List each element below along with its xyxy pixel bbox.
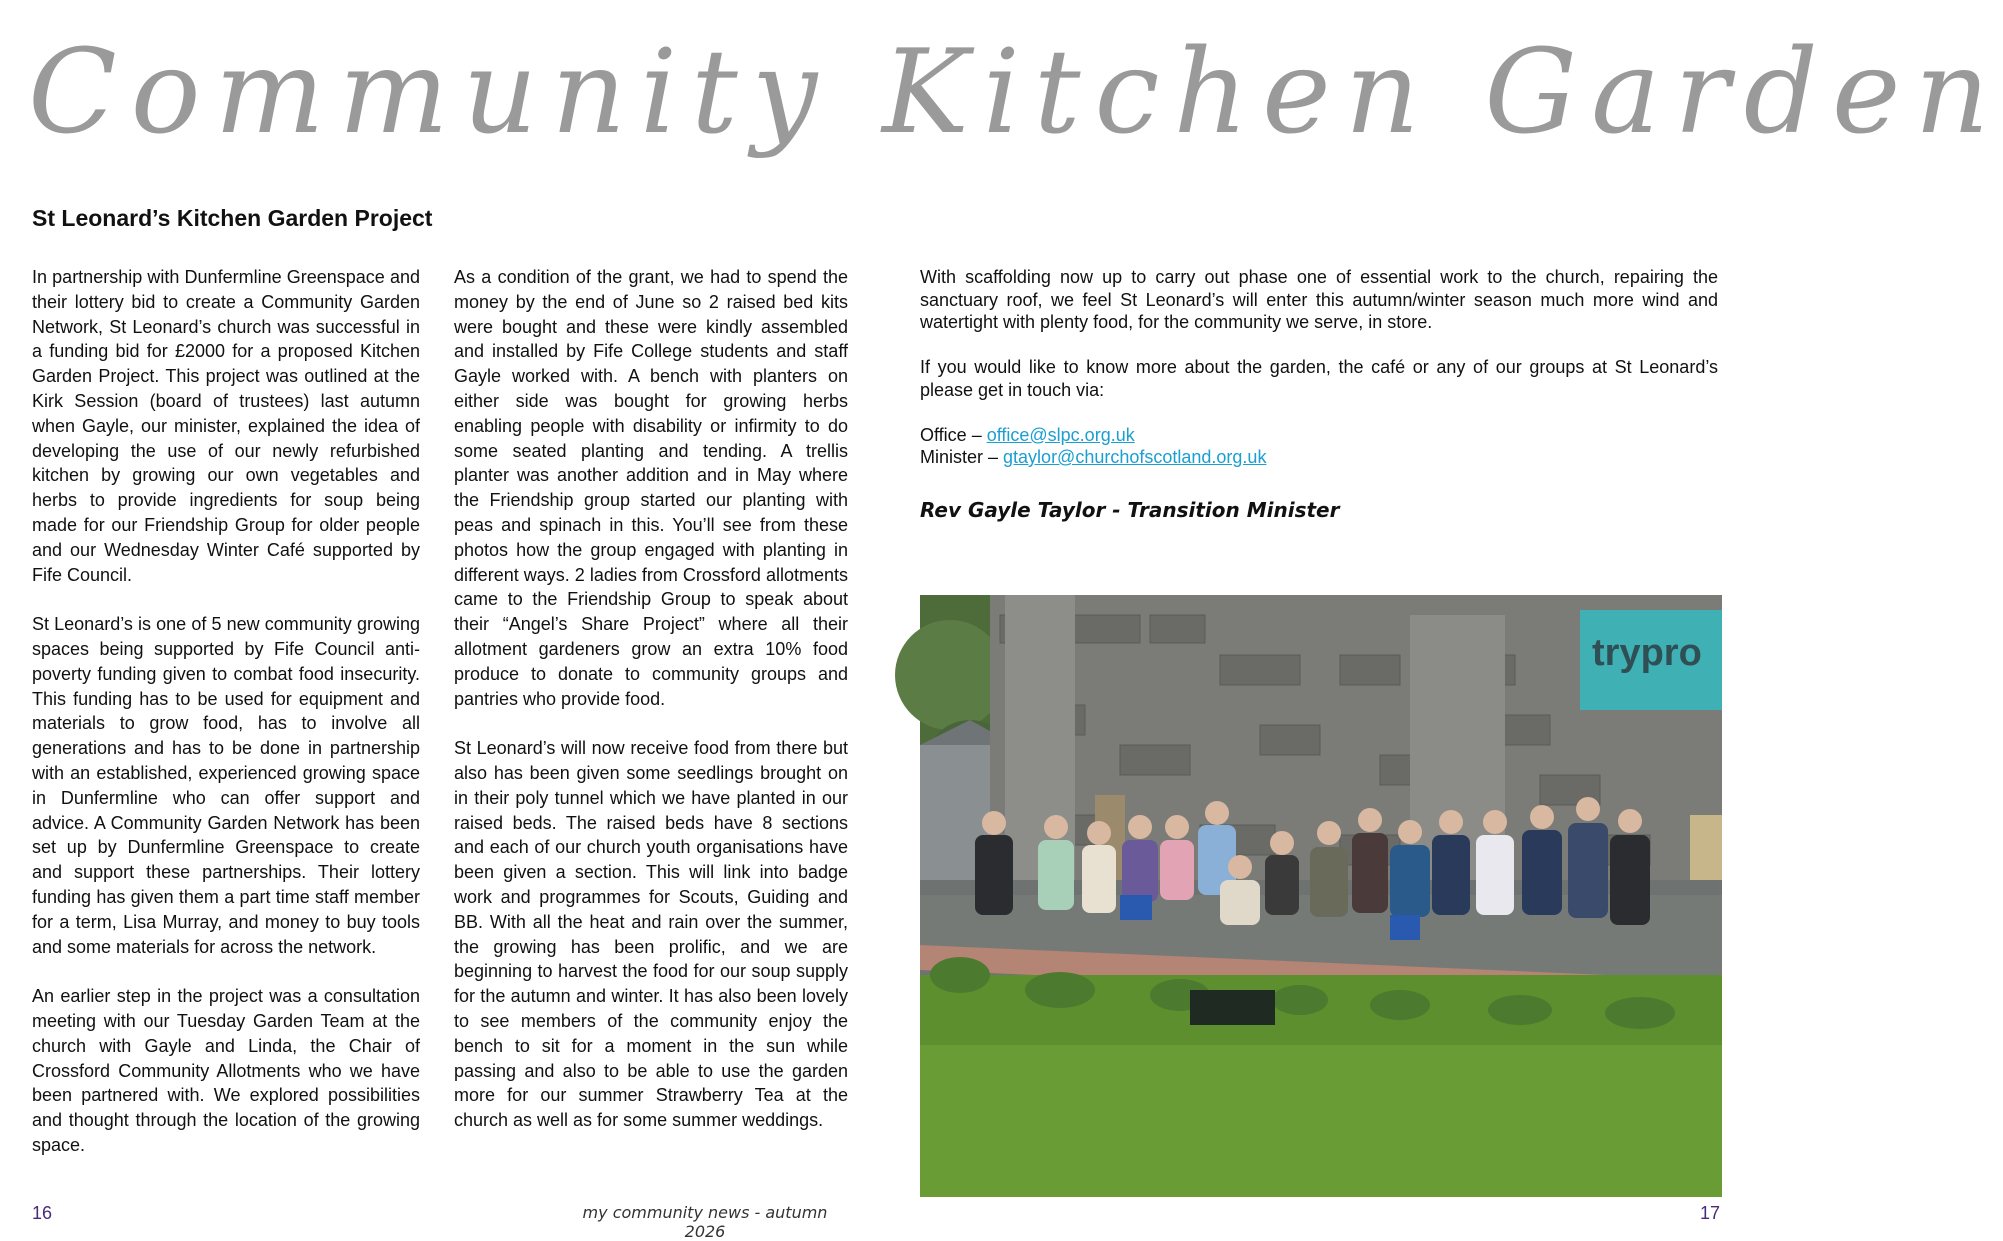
paragraph: As a condition of the grant, we had to spend the money by the end of June so 2 raised bed kits were bought and these were kindly assembled and installed by Fife College students and staff Gayle worked with. A bench with planters on either side was bought for growing herbs enabling people with disability or infirmity to do some seated planting and tending. A trellis planter was another addition and in May where the Friendship group started our planting with peas and spinach in this. You’ll see from these photos how the group engaged with planting in different ways. 2 ladies from Crossford allotments came to the Friendship Group to speak about their “Angel’s Share Project” where all their allotment gardeners grow an extra 10% food produce to donate to community groups and pantries who provide food.	[454, 267, 848, 709]
paragraph: In partnership with Dunfermline Greenspace and their lottery bid to create a Community Garden Network, St Leonard’s church was successful in a funding bid for £2000 for a proposed Kitchen Garden Project. This project was outlined at the Kirk Session (board of trustees) last autumn when Gayle, our minister, explained the idea of developing the use of our newly refurbished kitchen by growing our own vegetables and herbs to provide ingredients for soup being made for our Friendship Group for older people and our Wednesday Winter Café supported by Fife Council.	[32, 267, 420, 585]
article-column-2	[454, 265, 848, 1158]
paragraph: If you would like to know more about the garden, the café or any of our groups at St Leonard’s please get in touch via:	[920, 357, 1718, 400]
article-subheading: St Leonard’s Kitchen Garden Project	[32, 205, 433, 231]
minister-label: Minister –	[920, 447, 1004, 467]
office-contact	[920, 424, 1718, 447]
paragraph: St Leonard’s is one of 5 new community growing spaces being supported by Fife Council anti-poverty funding given to combat food insecurity. This funding has to be used for equipment and materials to grow food, has to involve all generations and has to be done in partnership with an established, experienced growing space in Dunfermline who can offer support and advice. A Community Garden Network has been set up by Dunfermline Greenspace to create and support these partnerships. Their lottery funding has given them a part time staff member for a term, Lisa Murray, and money to buy tools and some materials for across the network.	[32, 614, 420, 957]
footer-publication: my community news - autumn 2026	[582, 1203, 828, 1241]
page-number-right: 17	[1699, 1203, 1720, 1223]
page-number-left: 16	[32, 1203, 53, 1223]
group-photo	[920, 595, 1722, 1197]
signature: Rev Gayle Taylor - Transition Minister	[920, 498, 1340, 522]
office-label: Office –	[920, 424, 987, 445]
article-column-1	[32, 265, 420, 1182]
banner-text: trypro	[1592, 632, 1702, 674]
minister-email-link[interactable]: gtaylor@churchofscotland.org.uk	[1003, 447, 1267, 467]
paragraph: With scaffolding now up to carry out phase one of essential work to the church, repairing the sanctuary roof, we feel St Leonard’s will enter this autumn/winter season much more wind and watertight with plenty food, for the community we serve, in store.	[920, 267, 1718, 332]
paragraph: An earlier step in the project was a consultation meeting with our Tuesday Garden Team at the church with Gayle and Linda, the Chair of Crossford Community Allotments who we have been partnered with. We explored possibilities and thought through the location of the growing space.	[32, 986, 420, 1155]
article-column-3	[920, 266, 1718, 469]
office-email-link[interactable]: office@slpc.org.uk	[986, 424, 1135, 445]
minister-contact	[920, 446, 1718, 469]
paragraph: St Leonard’s will now receive food from there but also has been given some seedlings brought on in their poly tunnel which we have planted in our raised beds. The raised beds have 8 sections and each of our church youth organisations have been given a section. This will link into badge work and programmes for Scouts, Guiding and BB. With all the heat and rain over the summer, the growing has been prolific, and we are beginning to harvest the food for our soup supply for the autumn and winter. It has also been lovely to see members of the community enjoy the bench to sit for a moment in the sun while passing and also to be able to use the garden more for our summer Strawberry Tea at the church as well as for some summer weddings.	[454, 738, 848, 1131]
page-title: Community Kitchen Garden	[28, 25, 2003, 160]
